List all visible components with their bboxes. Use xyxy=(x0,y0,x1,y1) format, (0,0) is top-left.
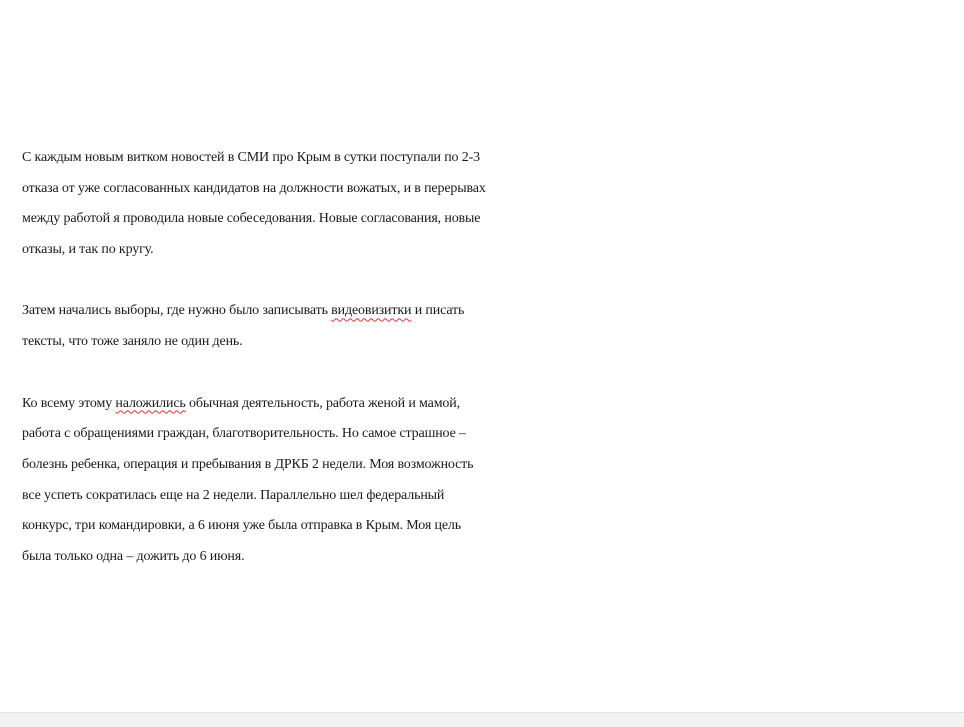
text-line: все успеть сократилась еще на 2 недели. Параллельно шел федеральный xyxy=(22,487,445,503)
text-line: между работой я проводила новые собеседования. Новые согласования, новые xyxy=(22,211,481,227)
document-body xyxy=(22,143,962,573)
text-line xyxy=(22,389,962,420)
spellcheck-flagged-word[interactable]: видеовизитки xyxy=(331,303,412,319)
paragraph-1 xyxy=(22,143,962,266)
paragraph-gap xyxy=(22,266,962,297)
text-segment: Затем начались выборы, где нужно было записывать xyxy=(22,303,332,319)
spellcheck-flagged-word[interactable]: наложились xyxy=(115,395,186,411)
text-line: была только одна – дожить до 6 июня. xyxy=(22,548,245,564)
text-line: С каждым новым витком новостей в СМИ про Крым в сутки поступали по 2-3 xyxy=(22,150,480,165)
text-line: работа с обращениями граждан, благотворительность. Но самое страшное – xyxy=(22,426,466,442)
text-segment: Ко всему этому xyxy=(22,395,116,411)
text-line: тексты, что тоже заняло не один день. xyxy=(22,334,243,350)
text-segment: и писать xyxy=(411,303,465,319)
text-line: отказы, и так по кругу. xyxy=(22,242,154,258)
text-line: отказа от уже согласованных кандидатов на должности вожатых, и в перерывах xyxy=(22,180,486,196)
paragraph-gap xyxy=(22,358,962,389)
bottom-edge-bar xyxy=(0,712,964,727)
text-line xyxy=(22,296,962,327)
text-segment: обычная деятельность, работа женой и мамой, xyxy=(185,395,460,411)
paragraph-3 xyxy=(22,389,962,573)
paragraph-2 xyxy=(22,296,962,357)
text-line: болезнь ребенка, операция и пребывания в ДРКБ 2 недели. Моя возможность xyxy=(22,456,474,472)
text-line: конкурс, три командировки, а 6 июня уже была отправка в Крым. Моя цель xyxy=(22,518,461,534)
